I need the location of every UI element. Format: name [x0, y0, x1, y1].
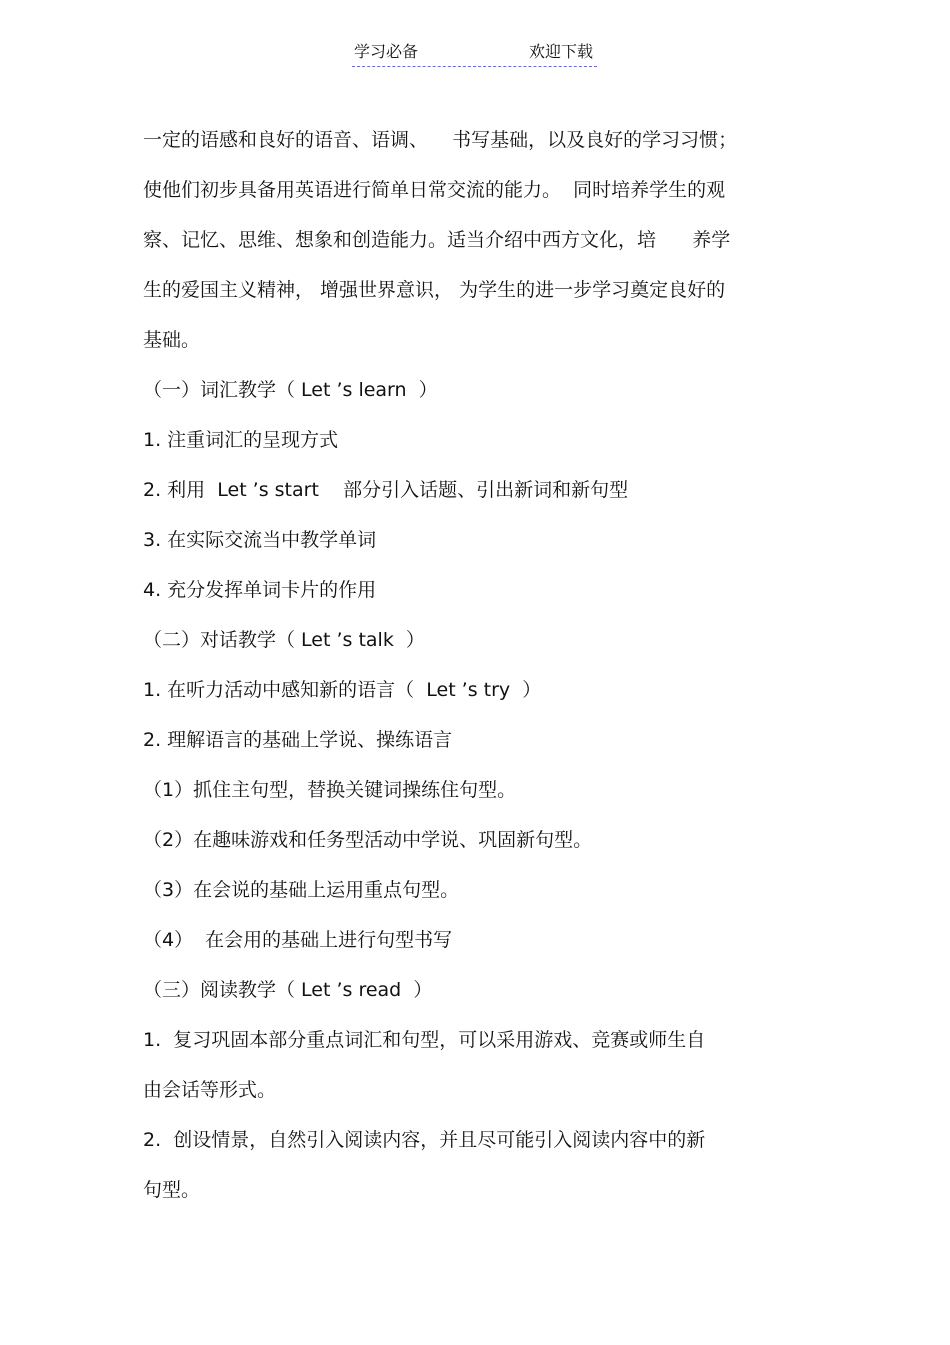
- list-item: 3. 在实际交流当中教学单词: [143, 529, 377, 551]
- list-item-continuation: 句型。: [143, 1179, 201, 1201]
- list-item: 4. 充分发挥单词卡片的作用: [143, 579, 377, 601]
- paragraph-line-5: 基础。: [143, 329, 201, 351]
- sub-list-item: （1）抓住主句型，替换关键词操练住句型。: [143, 779, 517, 801]
- sub-list-item: （3）在会说的基础上运用重点句型。: [143, 879, 460, 901]
- section-heading-dialogue: （二）对话教学（ Let ’s talk ）: [143, 629, 425, 651]
- list-item: 1. 注重词汇的呈现方式: [143, 429, 339, 451]
- page-header: [352, 40, 597, 67]
- section-heading-reading: （三）阅读教学（ Let ’s read ）: [143, 979, 433, 1001]
- document-body: [143, 115, 823, 1215]
- sub-list-item: （2）在趣味游戏和任务型活动中学说、巩固新句型。: [143, 829, 593, 851]
- list-item: 2. 利用 Let ’s start 部分引入话题、引出新词和新句型: [143, 479, 629, 501]
- paragraph-line-1: 一定的语感和良好的语音、语调、 书写基础，以及良好的学习习惯；: [143, 129, 738, 151]
- paragraph-line-2: 使他们初步具备用英语进行简单日常交流的能力。 同时培养学生的观: [143, 179, 726, 201]
- list-item: 1. 复习巩固本部分重点词汇和句型，可以采用游戏、竞赛或师生自: [143, 1029, 706, 1051]
- list-item: 1. 在听力活动中感知新的语言（ Let ’s try ）: [143, 679, 542, 701]
- sub-list-item: （4） 在会用的基础上进行句型书写: [143, 929, 453, 951]
- header-right-text: 欢迎下载: [528, 42, 593, 61]
- header-left-text: 学习必备: [354, 42, 419, 61]
- list-item: 2. 创设情景，自然引入阅读内容，并且尽可能引入阅读内容中的新: [143, 1129, 706, 1151]
- list-item: 2. 理解语言的基础上学说、操练语言: [143, 729, 453, 751]
- paragraph-line-3: 察、记忆、思维、想象和创造能力。适当介绍中西方文化，培 养学: [143, 229, 731, 251]
- list-item-continuation: 由会话等形式。: [143, 1079, 277, 1101]
- paragraph-line-4: 生的爱国主义精神， 增强世界意识， 为学生的进一步学习奠定良好的: [143, 279, 726, 301]
- section-heading-vocabulary: （一）词汇教学（ Let ’s learn ）: [143, 379, 438, 401]
